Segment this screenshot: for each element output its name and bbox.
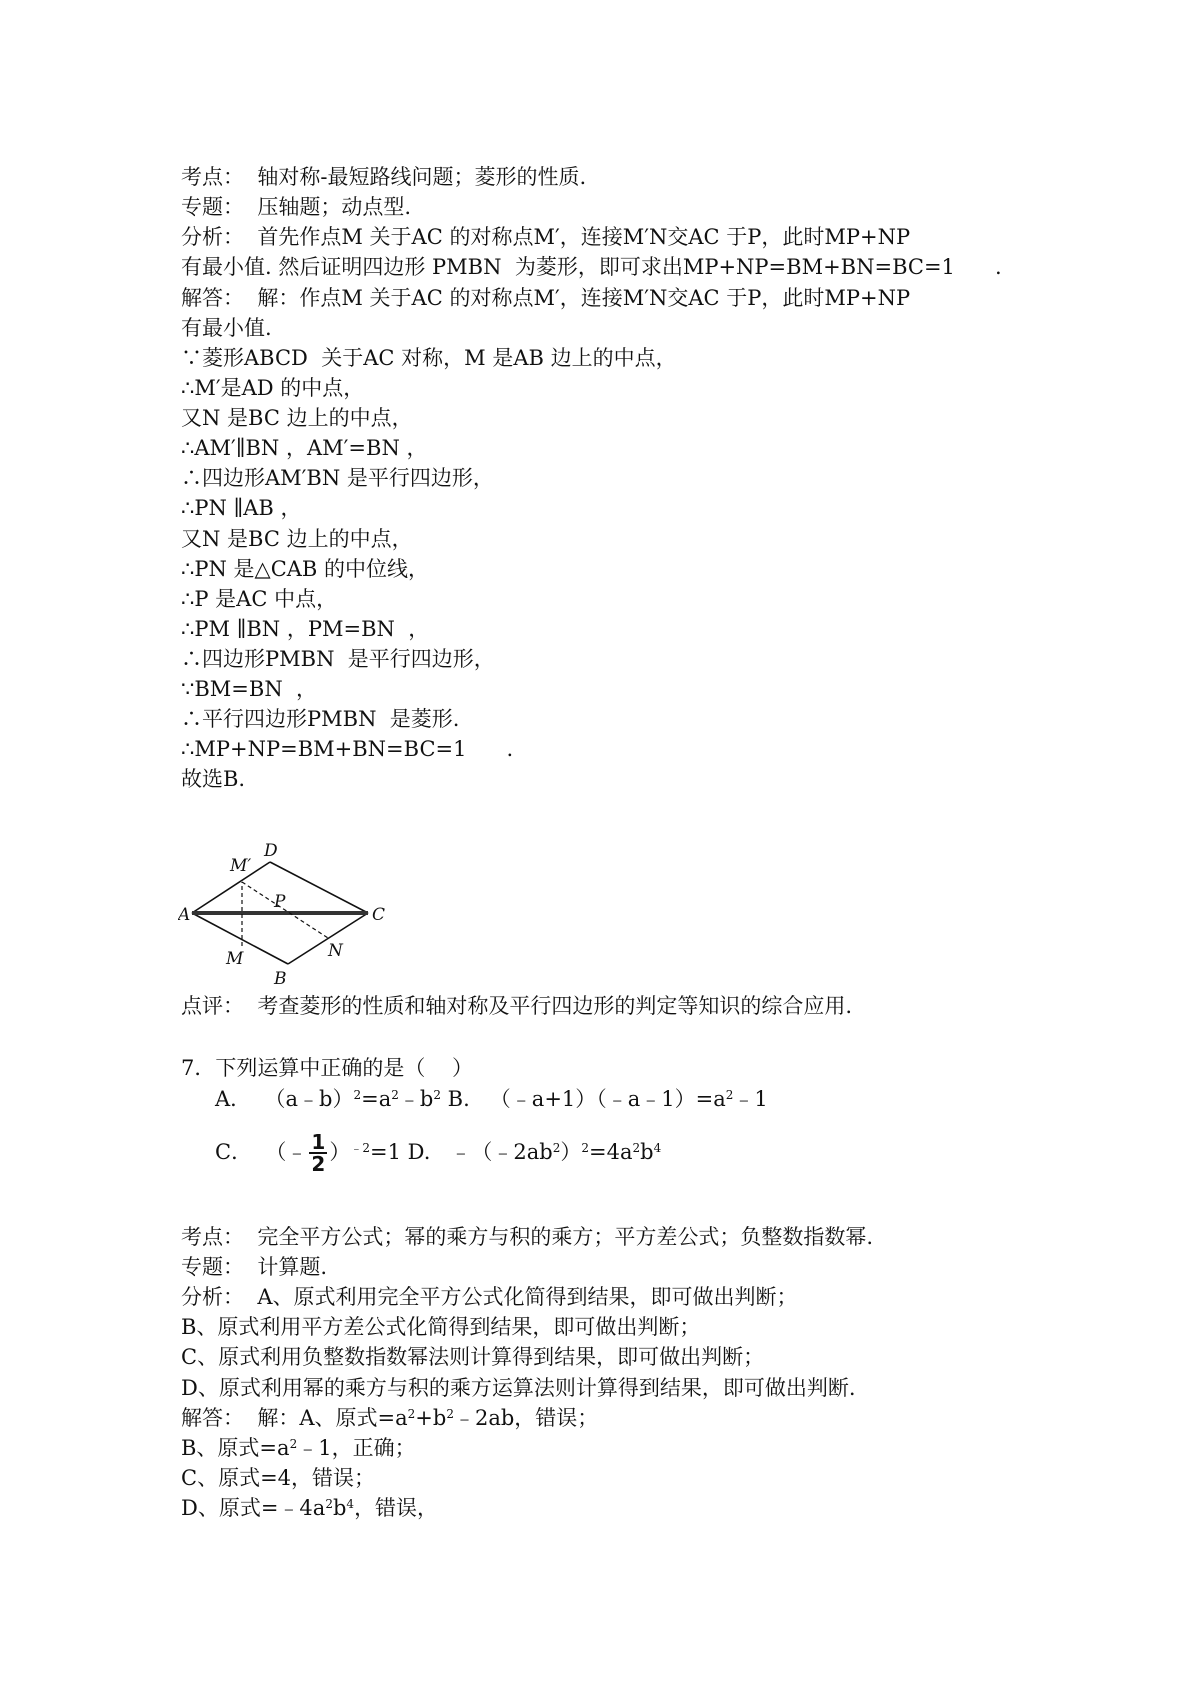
zhuanti-text: 压轴题；动点型. [257, 195, 412, 219]
label-a: A [178, 905, 191, 925]
proof-step: ∵BM=BN ， [181, 677, 318, 701]
zhuanti-text: 计算题. [257, 1255, 328, 1279]
q7-jieda-a: 解答： 解：A、原式$=a^2+b^2﹣2ab$，错误； [181, 1406, 599, 1430]
q7-fenxi-line3: C、原式利用负整数指数幂法则计算得到结果，即可做出判断； [181, 1345, 765, 1369]
q6-jieda [181, 284, 910, 312]
label: 考点： [181, 165, 244, 189]
dianping-text: 考查菱形的性质和轴对称及平行四边形的判定等知识的综合应用. [257, 994, 853, 1018]
q7-jieda-b: B、原式$=a^2﹣1$，正确； [181, 1436, 416, 1460]
proof-step: ∴PM ∥BN ，PM=BN ， [181, 617, 430, 641]
label: 分析： [181, 225, 244, 249]
label: 解答： [181, 286, 244, 310]
label: 专题： [181, 195, 244, 219]
q6-kaodian [181, 163, 586, 191]
fenxi-line1: 首先作点M 关于AC 的对称点M′，连接M′N交AC 于P，此时MP+NP [257, 225, 911, 249]
option-d: D. $﹣(﹣2ab^2)^2=4a^2b^4$ [400, 1139, 662, 1164]
label: 分析： [181, 1285, 244, 1309]
proof-step: 故选B. [181, 767, 246, 791]
label-mprime: M′ [230, 856, 252, 876]
fraction: $\frac{1}{2}$ [311, 1130, 326, 1176]
q7-fenxi [181, 1283, 798, 1311]
q7-fenxi-line4: D、原式利用幂的乘方与积的乘方运算法则计算得到结果，即可做出判断. [181, 1376, 856, 1400]
q7-jieda-c: C、原式=4，错误； [181, 1466, 376, 1490]
label-m: M [226, 949, 244, 969]
label: 点评： [181, 994, 244, 1018]
q7-jieda-d: D、原式$=﹣4a^2b^4$，错误， [181, 1496, 439, 1520]
fenxi-line1: A、原式利用完全平方公式化简得到结果，即可做出判断； [257, 1285, 798, 1309]
label: 专题： [181, 1255, 244, 1279]
q6-dianping [181, 992, 852, 1020]
jieda-line1: 解：作点M 关于AC 的对称点M′，连接M′N交AC 于P，此时MP+NP [257, 286, 911, 310]
q6-jieda-line2: 有最小值. [181, 316, 272, 340]
proof-step: ∴P 是AC 中点， [181, 587, 338, 611]
label-c: C [372, 905, 386, 925]
label: 解答： [181, 1406, 244, 1430]
q7-stem: 7．下列运算中正确的是（ ） [181, 1056, 474, 1080]
q7-kaodian [181, 1223, 873, 1251]
proof-step: ∴PN ∥AB ， [181, 496, 302, 520]
q7-options-cd [215, 1132, 661, 1174]
proof-step: 又N 是BC 边上的中点， [181, 527, 413, 551]
q7-options-ab [215, 1085, 768, 1113]
label: 考点： [181, 1225, 244, 1249]
proof-step: 又N 是BC 边上的中点， [181, 406, 413, 430]
q7-zhuanti [181, 1253, 327, 1281]
q6-fenxi-line2: 有最小值. 然后证明四边形 PMBN 为菱形，即可求出MP+NP=BM+BN=BC=1 . [181, 255, 1002, 279]
q6-fenxi [181, 223, 910, 251]
q6-zhuanti [181, 193, 411, 221]
label-p: P [274, 892, 286, 912]
proof-step: ∴四边形AM′BN 是平行四边形， [181, 466, 494, 490]
rhombus-figure [178, 838, 408, 988]
option-c: C． （﹣ $\frac{1}{2}$ ）$^{﹣2}$=1 [215, 1130, 401, 1176]
proof-step: ∴MP+NP=BM+BN=BC=1 . [181, 737, 514, 761]
proof-step: ∴四边形PMBN 是平行四边形， [181, 647, 495, 671]
proof-step: ∴PN 是△CAB 的中位线， [181, 557, 430, 581]
label-d: D [264, 841, 278, 861]
proof-step: ∴M′是AD 的中点， [181, 376, 365, 400]
option-b: B. $(﹣a+1)(﹣a﹣1)=a^2﹣1$ [440, 1087, 768, 1111]
proof-step: ∴AM′∥BN ，AM′=BN ， [181, 436, 428, 460]
label-n: N [328, 941, 343, 961]
kaodian-text: 完全平方公式；幂的乘方与积的乘方；平方差公式；负整数指数幂. [257, 1225, 874, 1249]
proof-step: ∴平行四边形PMBN 是菱形. [181, 707, 460, 731]
label-b: B [274, 969, 287, 988]
q7-fenxi-line2: B、原式利用平方差公式化简得到结果，即可做出判断； [181, 1315, 701, 1339]
kaodian-text: 轴对称-最短路线问题；菱形的性质. [257, 165, 587, 189]
option-a: A． $(a﹣b)^2=a^2﹣b^2$ [215, 1087, 441, 1111]
proof-step: ∵菱形ABCD 关于AC 对称，M 是AB 边上的中点， [181, 346, 677, 370]
